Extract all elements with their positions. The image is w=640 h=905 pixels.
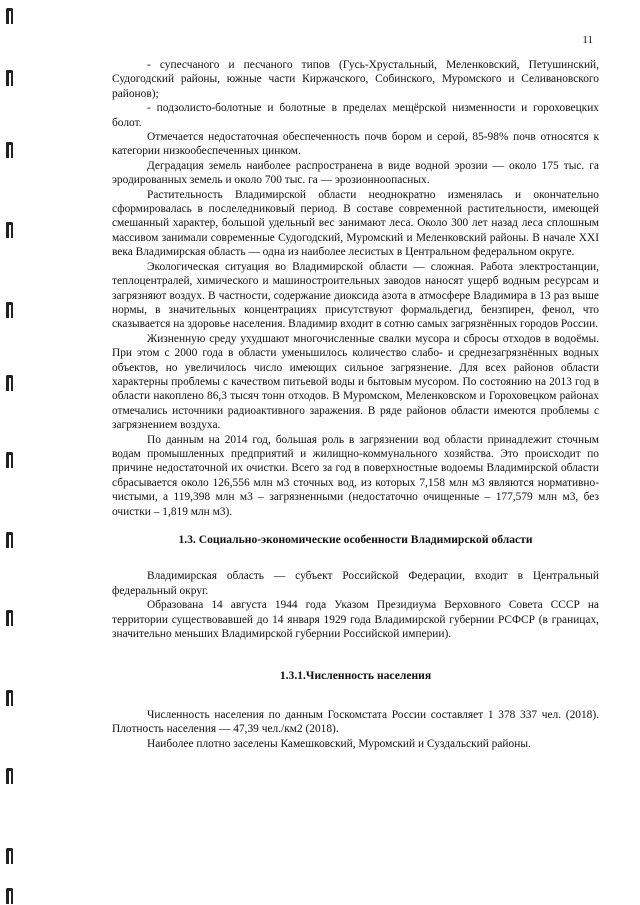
paragraph-population-density: Наиболее плотно заселены Камешковский, Муромский и Суздальский районы. [147,737,531,750]
paragraph-region-history: Образована 14 августа 1944 года Указом Президиума Верховного Совета СССР на территории существовавшей до 14 января 1929 года Владимирской губернии РСФСР (в границах, значительно меньших Владимирской губернии Российской империи). [112,599,599,641]
paragraph-vegetation: Растительность Владимирской области неоднократно изменялась и окончательно сформировалась в послеледниковый период. В составе современной растительности, имеющей смешанный характер, большой удельный вес занимают леса. Около 300 лет назад леса сплошным массивом занимали современные Судогодский, Муромский и Меленковский районы. В начале XXI века Владимирская область — одна из наиболее лесистых в Центральном федеральном округе. [112,188,599,259]
paragraph-region-status: Владимирская область — субъект Российской Федерации, входит в Центральный федеральный округ. [112,570,599,597]
document-body [112,58,599,751]
paragraph-water-pollution: По данным на 2014 год, большая роль в загрязнении вод области принадлежит сточным водам промышленных предприятий и жилищно-коммунального хозяйства. Это происходит по причине недостаточной их очистки. Всего за год в поверхностные водоемы Владимирской области сбрасывается около 126,556 млн м3 сточных вод, из которых 7,158 млн м3 являются нормативно-чистыми, а 119,398 млн м3 – загрязненными (недостаточно очищенные – 177,579 млн м3, без очистки – 1,819 млн м3). [112,433,599,518]
section-heading-1-3-1: 1.3.1.Численность населения [279,669,432,683]
binding-holes [0,0,22,905]
paragraph-sandy-soils: - супесчаного и песчаного типов (Гусь-Хрустальный, Меленковский, Петушинский, Судогодский районы, южные части Киржачского, Собинского, Муромского и Селивановского районов); [112,59,599,100]
page-number: 11 [582,34,593,46]
paragraph-soil-nutrients: Отмечается недостаточная обеспеченность почв бором и серой, 85-98% почв относятся к категории низкообеспеченных цинком. [112,131,599,158]
paragraph-waste: Жизненную среду ухудшают многочисленные свалки мусора и сбросы отходов в водоёмы. При этом с 2000 года в области уменьшилось количество слабо- и среднезагрязнённых водных объектов, но увеличилось число имеющих сильное загрязнение. Для всех районов области характерны проблемы с качеством питьевой воды и бытовым мусором. По состоянию на 2013 год в области накоплено 86,3 тысяч тонн отходов. В Муромском, Меленковском и Гороховецком районах отмечались источники радиоактивного заражения. В ряде районов области имеются проблемы с загрязнением воздуха. [112,332,599,432]
section-heading-1-3: 1.3. Социально-экономические особенности Владимирской области [178,533,533,546]
paragraph-bog-soils: - подзолисто-болотные и болотные в пределах мещёрской низменности и гороховецких болот. [112,102,599,129]
paragraph-population: Численность населения по данным Госкомстата России составляет 1 378 337 чел. (2018). Плотность населения — 47,39 чел./км2 (2018). [112,708,599,736]
paragraph-ecology: Экологическая ситуация во Владимирской области — сложная. Работа электростанции, теплоцентралей, химического и машиностроительных заводов наносят ущерб водным ресурсам и загрязняют воздух. В частности, содержание диоксида азота в атмосфере Владимира в 13 раз выше нормы, в значительных концентрациях присутствуют формальдегид, бензпирен, фенол, что сказывается на здоровье населения. Владимир входит в сотню самых загрязнённых городов России. [112,260,599,331]
paragraph-land-degradation: Деградация земель наиболее распространена в виде водной эрозии — около 175 тыс. га эродированных земель и около 700 тыс. га — эрозионноопасных. [112,159,599,187]
